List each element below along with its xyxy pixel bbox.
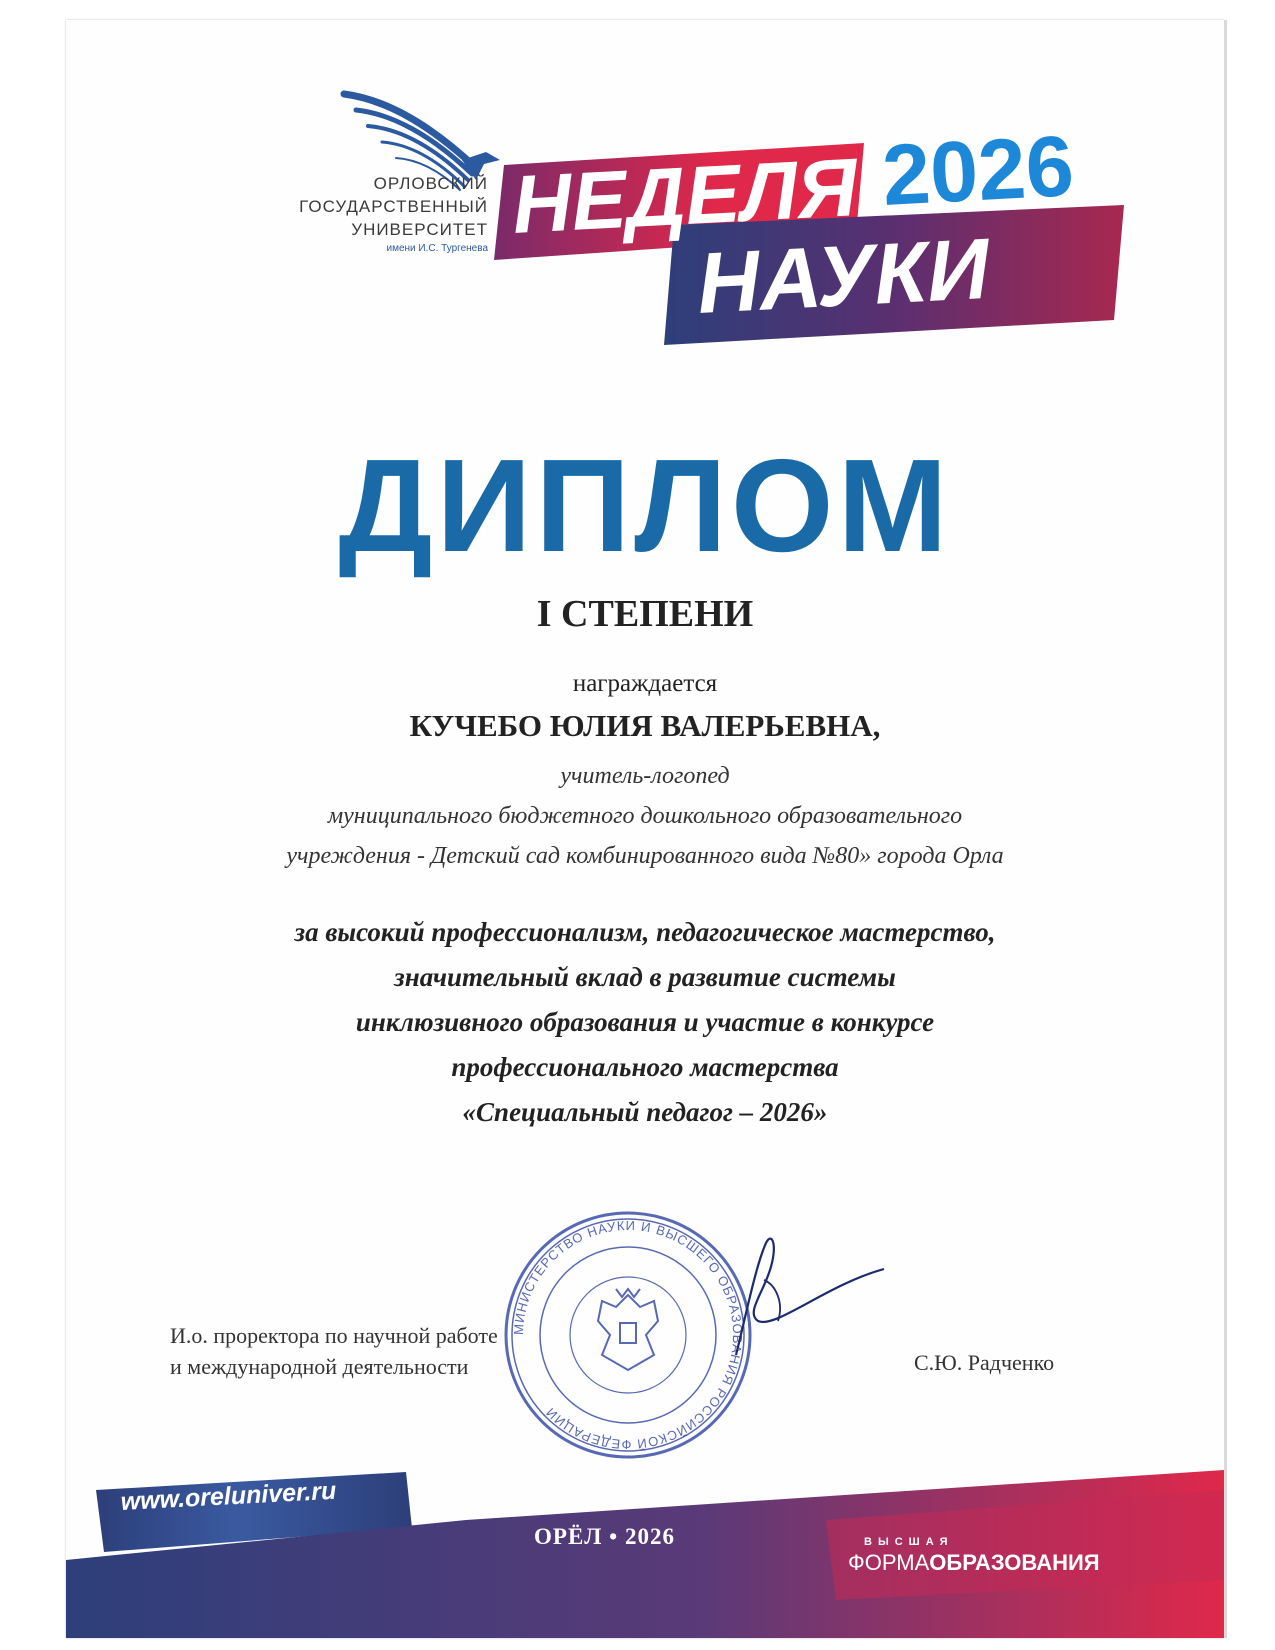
signer-name: С.Ю. Радченко <box>914 1350 1055 1375</box>
position-line: учреждения - Детский сад комбинированного вида №80» города Орла <box>286 843 1004 869</box>
diploma-title: ДИПЛОМ <box>338 432 952 579</box>
reason-line: инклюзивного образования и участие в конкурсе <box>355 1007 935 1037</box>
diploma-degree: I СТЕПЕНИ <box>536 593 754 635</box>
signer-role-line1: И.о. проректора по научной работе <box>170 1323 498 1348</box>
handwritten-signature <box>706 1225 886 1365</box>
banner-graphic <box>494 105 1144 345</box>
science-week-banner <box>494 105 1144 345</box>
banner-word2: НАУКИ <box>694 220 992 332</box>
university-name <box>299 172 488 257</box>
awardee-position <box>66 756 1224 876</box>
reason-line: «Специальный педагог – 2026» <box>462 1097 828 1127</box>
hse-logo <box>848 1550 1100 1576</box>
signer-role <box>170 1320 498 1382</box>
university-name-line3: УНИВЕРСИТЕТ <box>351 220 488 239</box>
seal-text: МИНИСТЕРСТВО НАУКИ И ВЫСШЕГО ОБРАЗОВАНИЯ РОССИЙСКОЙ ФЕДЕРАЦИИ <box>510 1217 746 1453</box>
position-line: учитель-логопед <box>560 763 730 789</box>
university-name-line2: ГОСУДАРСТВЕННЫЙ <box>299 197 488 216</box>
city-year: ОРЁЛ • 2026 <box>534 1524 675 1549</box>
hse-logo-bold: ОБРАЗОВАНИЯ <box>929 1550 1100 1575</box>
reason-line: значительный вклад в развитие системы <box>394 962 896 992</box>
banner-word1: НЕДЕЛЯ <box>510 142 860 251</box>
reason-line: за высокий профессионализм, педагогическое мастерство, <box>294 917 996 947</box>
diploma-sheet <box>66 20 1224 1638</box>
position-line: муниципального бюджетного дошкольного образовательного <box>327 803 963 829</box>
hse-logo-top: ВЫСШАЯ <box>864 1536 954 1548</box>
banner-year: 2026 <box>879 118 1077 224</box>
awarded-label: награждается <box>572 670 718 697</box>
hse-logo-light: ФОРМА <box>848 1550 930 1575</box>
sheet-edge-shadow <box>1224 20 1227 1638</box>
award-reason <box>66 910 1224 1135</box>
signer-role-line2: и международной деятельности <box>170 1354 469 1379</box>
awardee-name: КУЧЕБО ЮЛИЯ ВАЛЕРЬЕВНА, <box>409 708 881 743</box>
university-logo <box>226 90 506 270</box>
website-link: www.oreluniver.ru <box>120 1476 337 1516</box>
university-name-line1: ОРЛОВСКИЙ <box>373 174 488 193</box>
reason-line: профессионального мастерства <box>451 1052 839 1082</box>
university-name-line4: имени И.С. Тургенева <box>386 243 488 254</box>
